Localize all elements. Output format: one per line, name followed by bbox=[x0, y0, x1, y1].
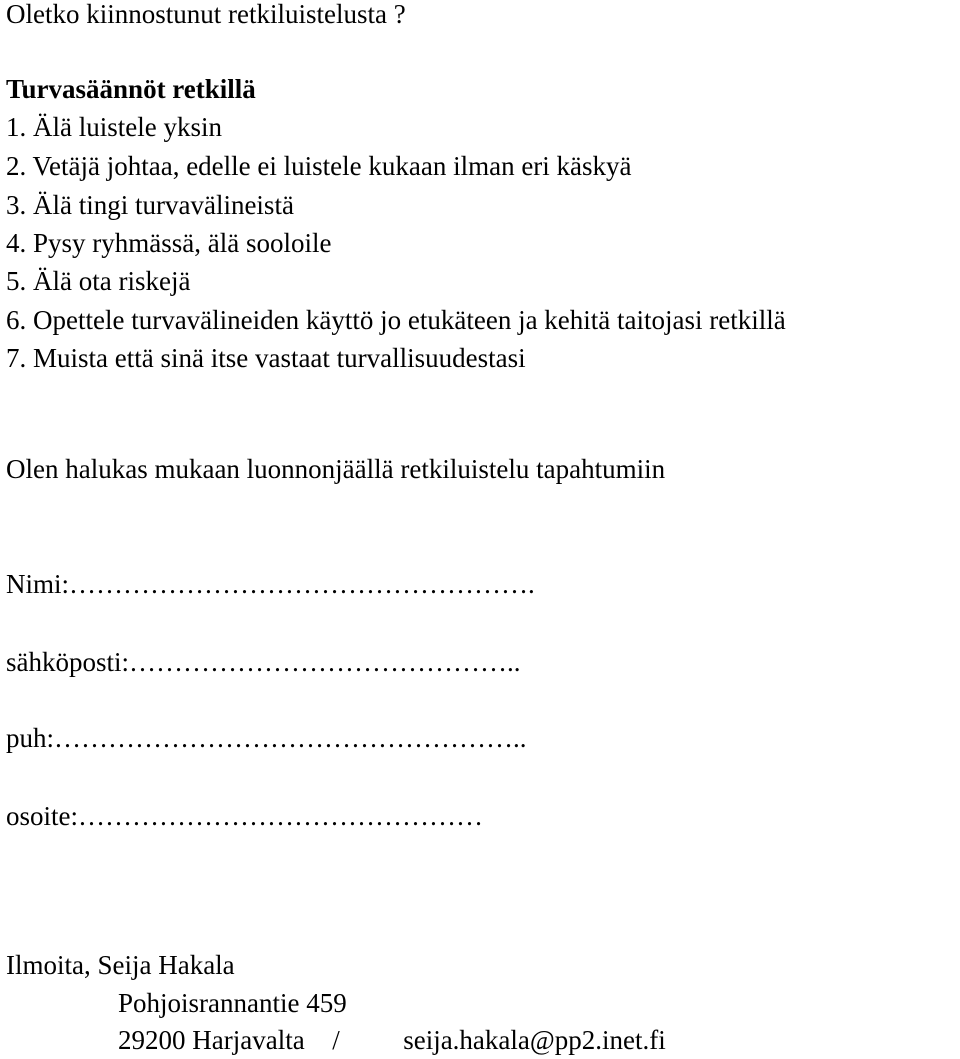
rules-heading: Turvasäännöt retkillä bbox=[6, 74, 256, 104]
rule-item-6: 6. Opettele turvavälineiden käyttö jo etukäteen ja kehitä taitojasi retkillä bbox=[6, 305, 786, 335]
name-field: Nimi:……………………………………………. bbox=[6, 569, 535, 599]
rule-item-5: 5. Älä ota riskejä bbox=[6, 266, 191, 296]
signup-statement: Olen halukas mukaan luonnonjäällä retkiluistelu tapahtumiin bbox=[6, 454, 666, 484]
email-field: sähköposti:…………………………………….. bbox=[6, 647, 521, 677]
intro-question: Oletko kiinnostunut retkiluistelusta ? bbox=[6, 0, 406, 29]
contact-postal-city: 29200 Harjavalta bbox=[118, 1025, 305, 1055]
rule-item-2: 2. Vetäjä johtaa, edelle ei luistele kukaan ilman eri käskyä bbox=[6, 151, 632, 181]
contact-street: Pohjoisrannantie 459 bbox=[118, 988, 347, 1018]
contact-intro: Ilmoita, Seija Hakala bbox=[6, 950, 235, 980]
rule-item-4: 4. Pysy ryhmässä, älä sooloile bbox=[6, 228, 332, 258]
contact-separator: / bbox=[332, 1025, 340, 1055]
rule-item-1: 1. Älä luistele yksin bbox=[6, 112, 222, 142]
rule-item-3: 3. Älä tingi turvavälineistä bbox=[6, 190, 294, 220]
contact-postal-line bbox=[118, 1022, 666, 1058]
contact-email: seija.hakala@pp2.inet.fi bbox=[403, 1025, 666, 1055]
address-field: osoite:……………………………………… bbox=[6, 801, 483, 831]
rule-item-7: 7. Muista että sinä itse vastaat turvallisuudestasi bbox=[6, 343, 526, 373]
phone-field: puh:…………………………………………….. bbox=[6, 723, 527, 753]
